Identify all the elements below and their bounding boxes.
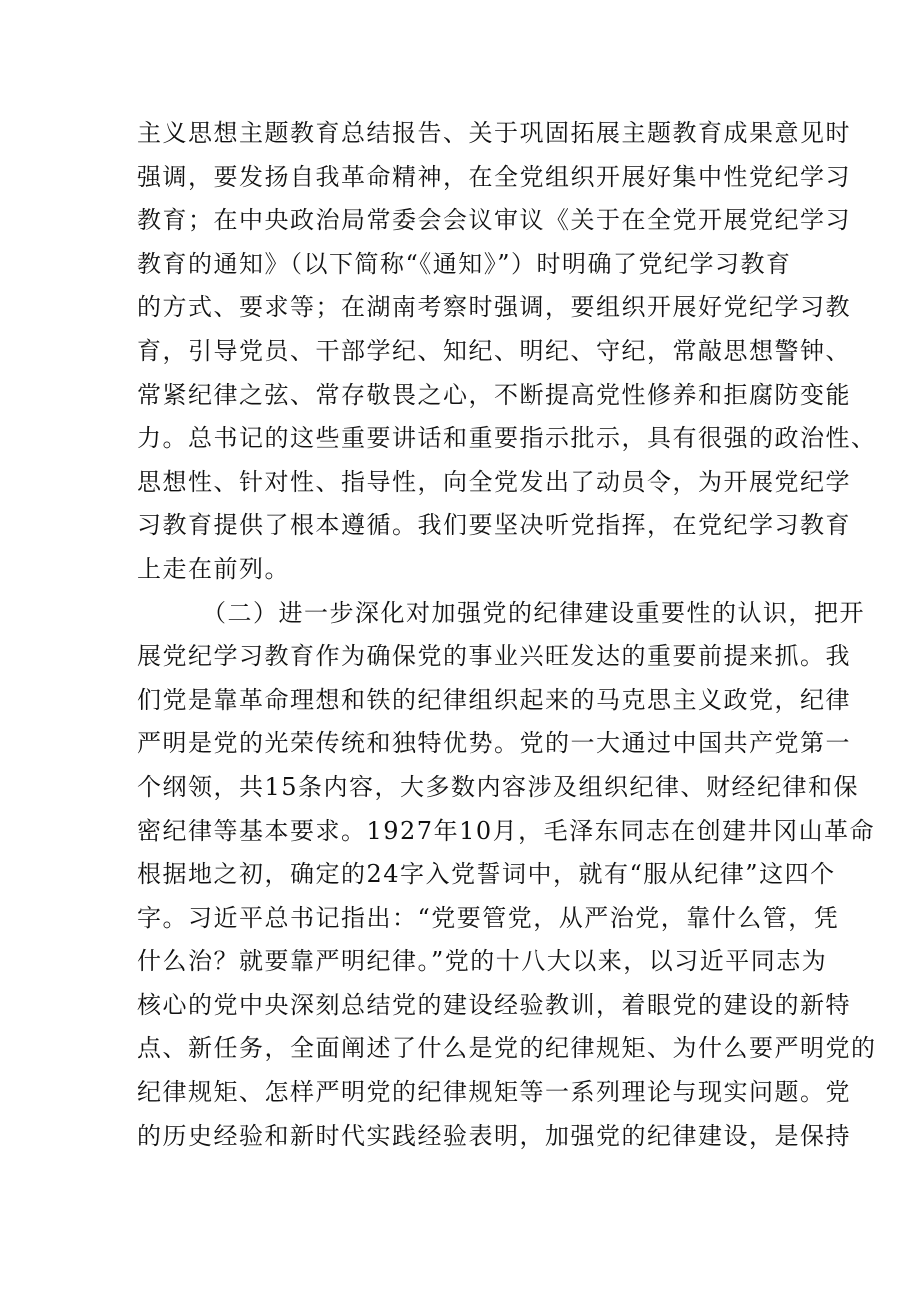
text-line: 思想性、针对性、指导性，向全党发出了动员令，为开展党纪学 bbox=[137, 467, 851, 496]
body-text bbox=[137, 112, 877, 1158]
text-line: 力。总书记的这些重要讲话和重要指示批示，具有很强的政治性、 bbox=[137, 424, 877, 453]
text-line: 育，引导党员、干部学纪、知纪、明纪、守纪，常敲思想警钟、 bbox=[137, 336, 851, 365]
text-line: 密纪律等基本要求。1927年10月，毛泽东同志在创建井冈山革命 bbox=[137, 816, 876, 845]
text-line: 纪律规矩、怎样严明党的纪律规矩等一系列理论与现实问题。党 bbox=[137, 1078, 851, 1107]
text-line: 的历史经验和新时代实践经验表明，加强党的纪律建设，是保持 bbox=[137, 1121, 851, 1150]
text-line: 教育；在中央政治局常委会会议审议《关于在全党开展党纪学习 bbox=[137, 206, 851, 235]
text-line: 字。习近平总书记指出：“党要管党，从严治党，靠什么管，凭 bbox=[137, 903, 840, 932]
text-line: 们党是靠革命理想和铁的纪律组织起来的马克思主义政党，纪律 bbox=[137, 685, 851, 714]
text-line: 习教育提供了根本遵循。我们要坚决听党指挥，在党纪学习教育 bbox=[137, 511, 851, 540]
text-line: 点、新任务，全面阐述了什么是党的纪律规矩、为什么要严明党的 bbox=[137, 1034, 877, 1063]
section-heading-line: （二）进一步深化对加强党的纪律建设重要性的认识，把开 bbox=[202, 598, 865, 627]
text-line: 的方式、要求等；在湖南考察时强调，要组织开展好党纪学习教 bbox=[137, 293, 851, 322]
text-line: 个纲领，共15条内容，大多数内容涉及组织纪律、财经纪律和保 bbox=[137, 772, 860, 801]
text-line: 核心的党中央深刻总结党的建设经验教训，着眼党的建设的新特 bbox=[137, 990, 851, 1019]
text-line: 什么治？就要靠严明纪律。”党的十八大以来，以习近平同志为 bbox=[137, 947, 828, 976]
text-line: 上走在前列。 bbox=[137, 554, 290, 583]
text-line: 根据地之初，确定的24字入党誓词中，就有“服从纪律”这四个 bbox=[137, 860, 836, 889]
text-line: 展党纪学习教育作为确保党的事业兴旺发达的重要前提来抓。我 bbox=[137, 642, 851, 671]
text-line: 严明是党的光荣传统和独特优势。党的一大通过中国共产党第一 bbox=[137, 729, 851, 758]
text-line: 强调，要发扬自我革命精神，在全党组织开展好集中性党纪学习 bbox=[137, 162, 851, 191]
text-line: 常紧纪律之弦、常存敬畏之心，不断提高党性修养和拒腐防变能 bbox=[137, 380, 851, 409]
text-line: 教育的通知》（以下简称“《通知》”）时明确了党纪学习教育 bbox=[137, 249, 792, 278]
text-line: 主义思想主题教育总结报告、关于巩固拓展主题教育成果意见时 bbox=[137, 119, 851, 147]
